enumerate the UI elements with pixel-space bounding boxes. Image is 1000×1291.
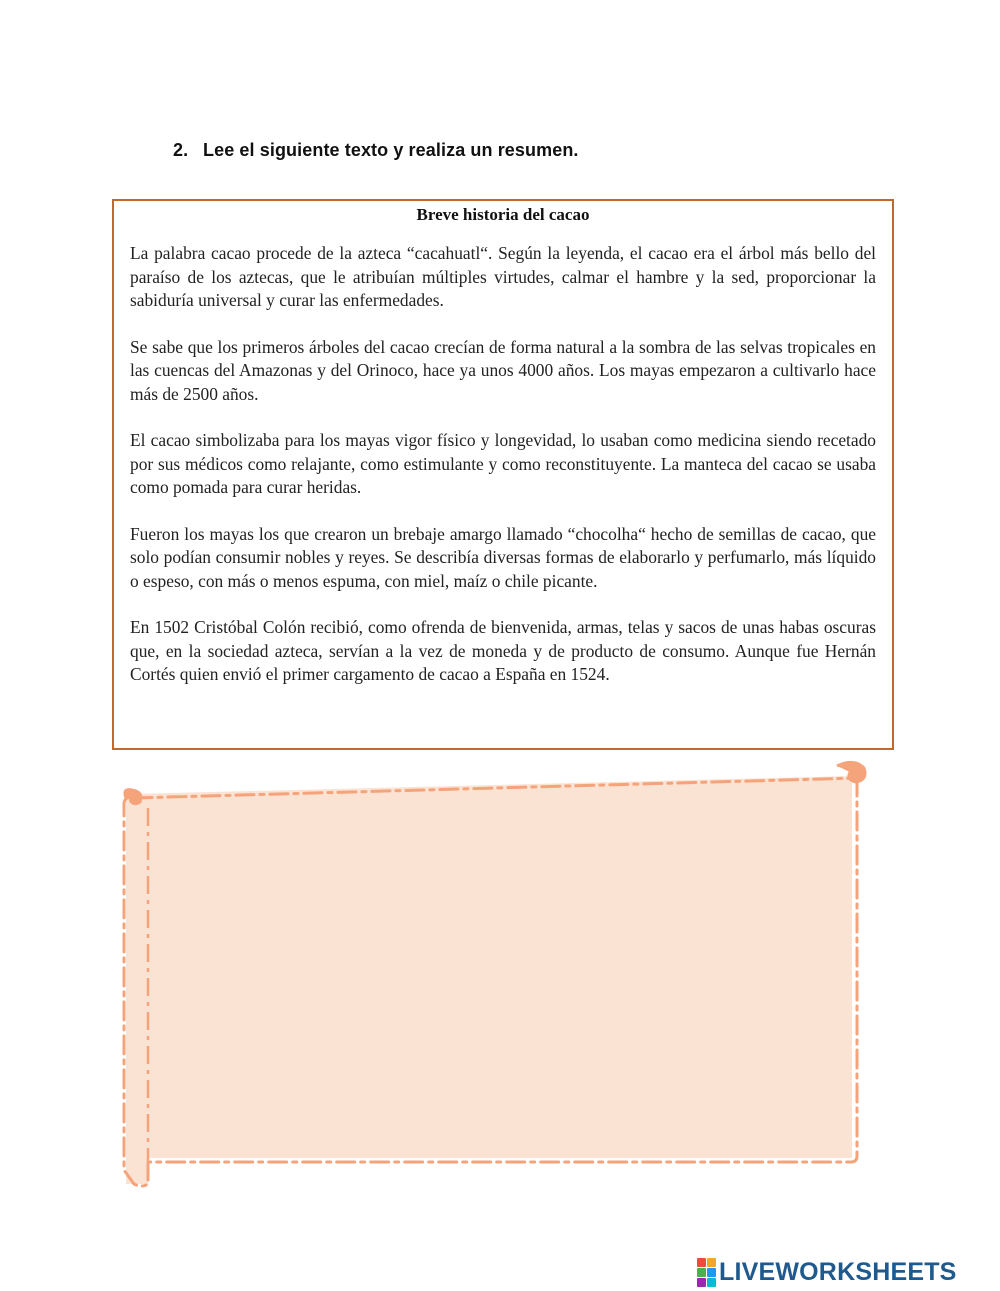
summary-scroll-frame <box>112 758 872 1188</box>
reading-title: Breve historia del cacao <box>416 205 590 224</box>
liveworksheets-logo <box>697 1257 957 1287</box>
reading-paragraph: Se sabe que los primeros árboles del cacao crecían de forma natural a la sombra de las selvas tropicales en las cuencas del Amazonas y del Orinoco, hace ya unos 4000 años. Los mayas empezaron a cultivarlo hace más de 2500 años. <box>130 336 876 404</box>
reading-paragraph: El cacao simbolizaba para los mayas vigor físico y longevidad, lo usaban como medicina siendo recetado por sus médicos como relajante, como estimulante y como reconstituyente. La manteca del cacao se usaba como pomada para curar heridas. <box>130 430 876 497</box>
summary-answer-input[interactable] <box>152 798 856 1152</box>
reading-paragraph: Fueron los mayas los que crearon un brebaje amargo llamado “chocolha“ hecho de semillas de cacao, que solo podían consumir nobles y reyes. Se describía diversas formas de elaborarlo y perfumarlo, más líquido o espeso, con más o menos espuma, con miel, maíz o chile picante. <box>130 523 876 591</box>
exercise-number: 2. <box>173 140 189 160</box>
reading-paragraph: La palabra cacao procede de la azteca “cacahuatl“. Según la leyenda, el cacao era el árbol más bello del paraíso de los aztecas, que le atribuían múltiples virtudes, calmar el hambre y la sed, proporcionar la sabiduría universal y curar las enfermedades. <box>130 243 876 310</box>
logo-blocks-icon <box>697 1258 716 1287</box>
brand-name: LIVEWORKSHEETS <box>719 1257 957 1286</box>
reading-text-box <box>112 199 894 750</box>
reading-paragraph: En 1502 Cristóbal Colón recibió, como ofrenda de bienvenida, armas, telas y sacos de unas habas oscuras que, en la sociedad azteca, servían a la vez de moneda y de producto de consumo. Aunque fue Hernán Cortés quien envió el primer cargamento de cacao a España en 1524. <box>130 617 876 684</box>
instruction-text: Lee el siguiente texto y realiza un resumen. <box>203 140 579 160</box>
exercise-instruction <box>173 140 579 161</box>
